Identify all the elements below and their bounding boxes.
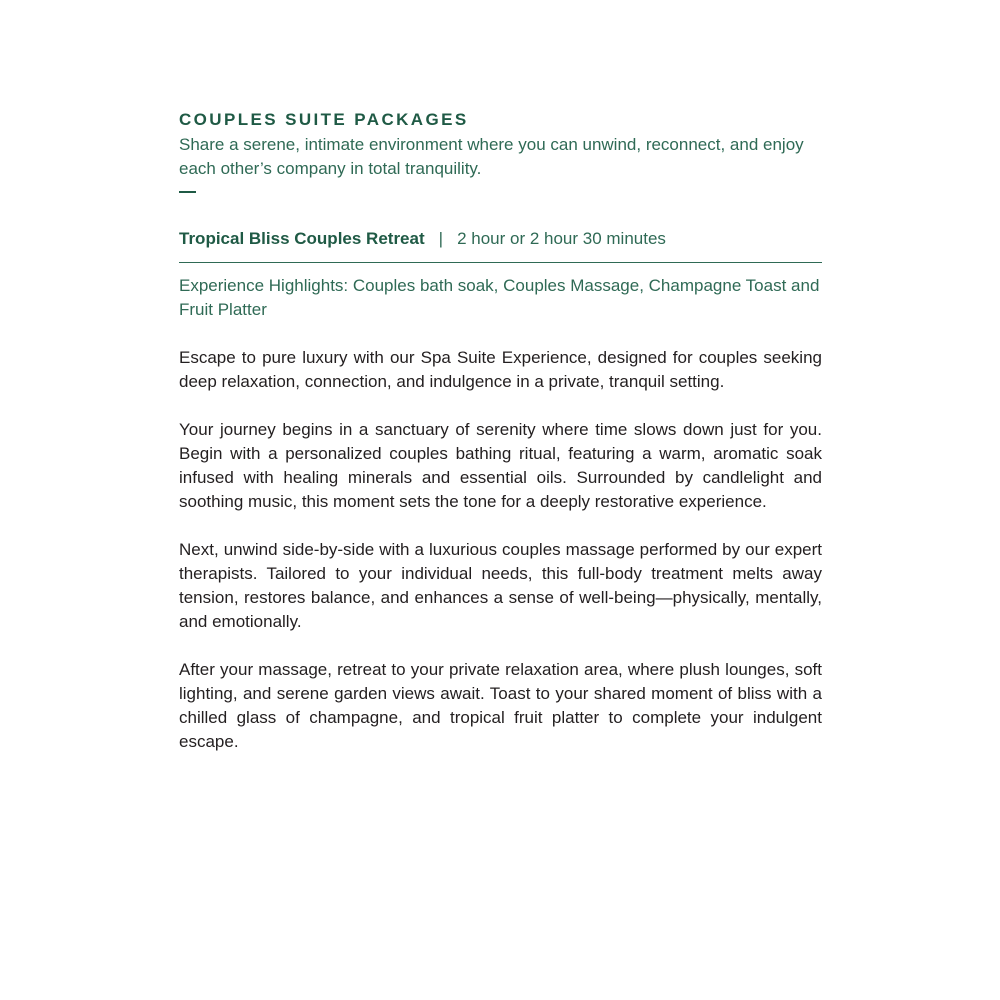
package-rule (179, 262, 822, 263)
section-divider-dash (179, 191, 196, 193)
package-header (179, 227, 822, 251)
package-name: Tropical Bliss Couples Retreat (179, 229, 425, 248)
description-paragraph: Escape to pure luxury with our Spa Suite Experience, designed for couples seeking deep relaxation, connection, and indulgence in a private, tranquil setting. (179, 348, 822, 391)
package-separator: | (438, 229, 444, 248)
section-title: COUPLES SUITE PACKAGES (179, 110, 469, 129)
description-paragraph: Next, unwind side-by-side with a luxurious couples massage performed by our expert therapists. Tailored to your individual needs, this full-body treatment melts away tension, restores balance, and enhances a sense of well-being—physically, mentally, and emotionally. (179, 540, 822, 631)
package-highlights: Experience Highlights: Couples bath soak, Couples Massage, Champagne Toast and Fruit Platter (179, 276, 820, 319)
package-duration: 2 hour or 2 hour 30 minutes (457, 229, 666, 248)
description-paragraph: Your journey begins in a sanctuary of serenity where time slows down just for you. Begin with a personalized couples bathing ritual, featuring a warm, aromatic soak infused with healing minerals and essential oils. Surrounded by candlelight and soothing music, this moment sets the tone for a deeply restorative experience. (179, 420, 822, 511)
section-intro: Share a serene, intimate environment where you can unwind, reconnect, and enjoy each other’s company in total tranquility. (179, 135, 804, 178)
package-document (179, 108, 822, 754)
description-paragraph: After your massage, retreat to your private relaxation area, where plush lounges, soft lighting, and serene garden views await. Toast to your shared moment of bliss with a chilled glass of champagne, and tropical fruit platter to complete your indulgent escape. (179, 660, 822, 751)
